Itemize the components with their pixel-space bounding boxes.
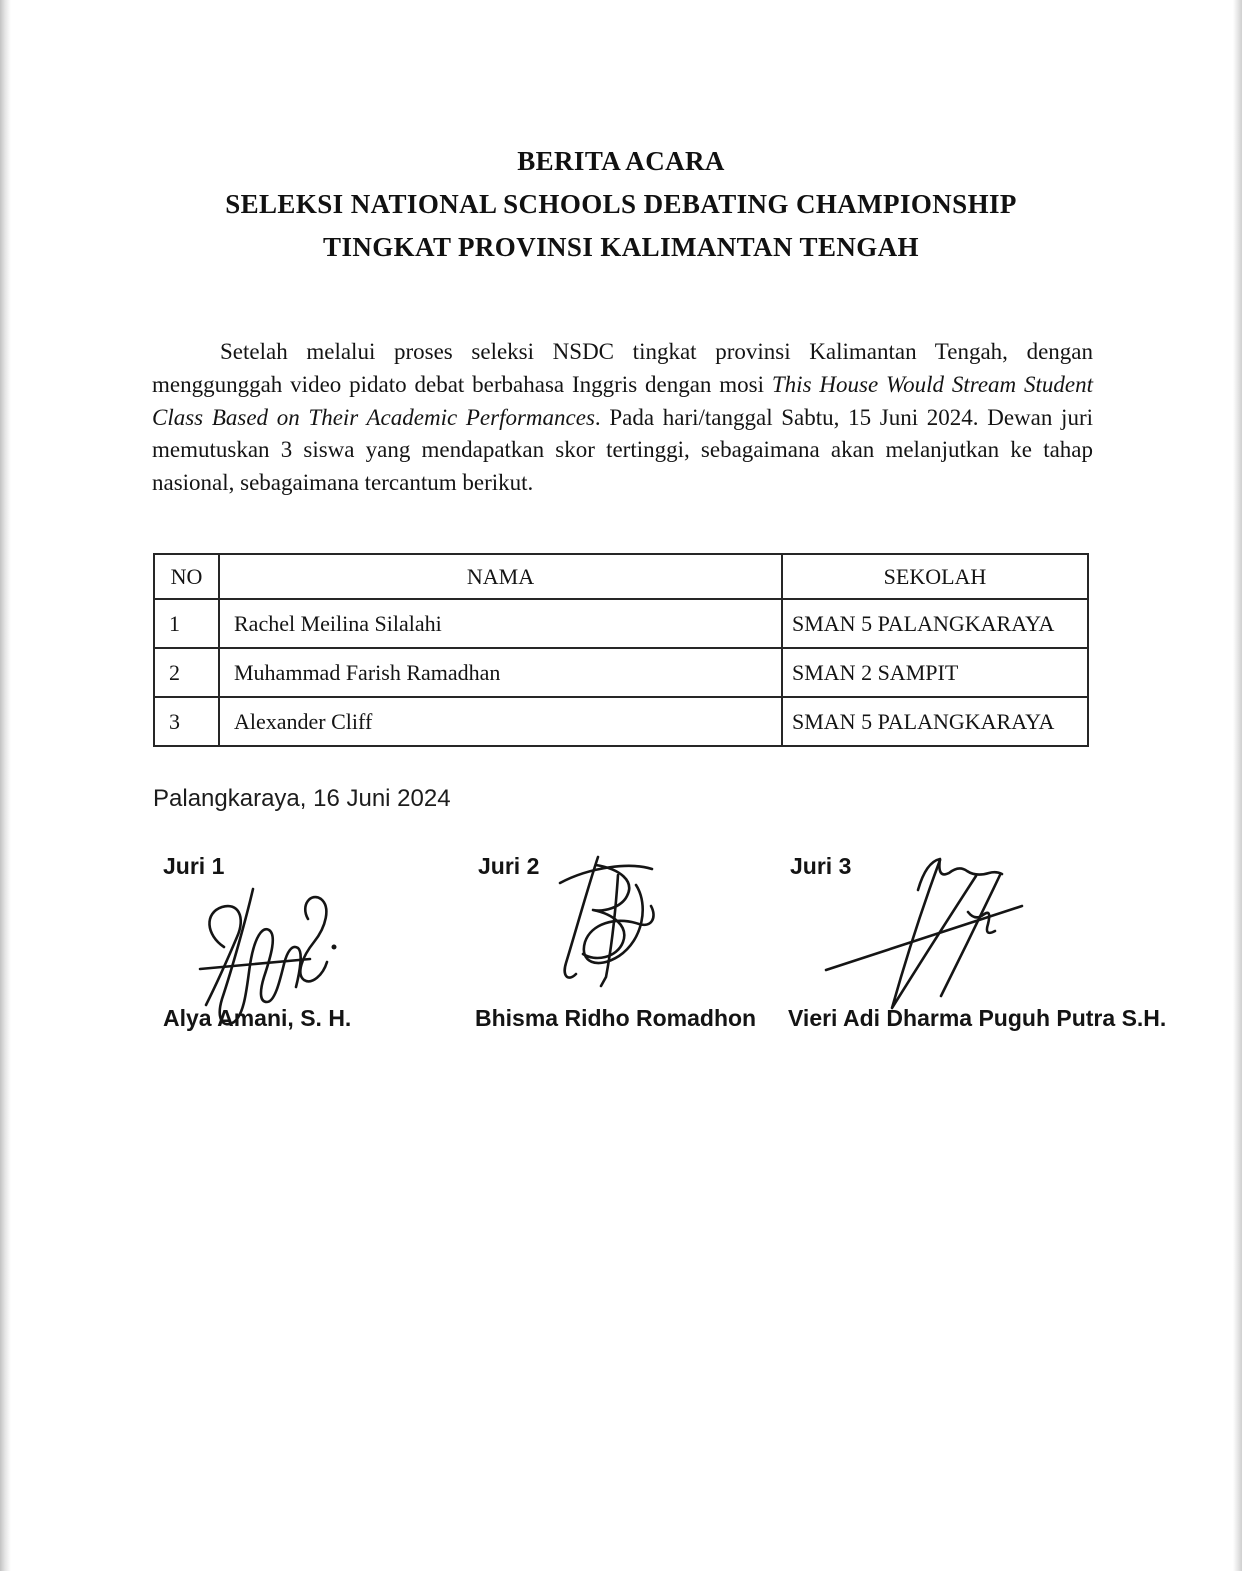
table-row bbox=[154, 648, 1088, 697]
cell-sekolah: SMAN 5 PALANGKARAYA bbox=[782, 697, 1088, 746]
cell-no: 2 bbox=[154, 648, 219, 697]
intro-paragraph bbox=[152, 336, 1093, 500]
cell-no: 1 bbox=[154, 599, 219, 648]
cell-no: 3 bbox=[154, 697, 219, 746]
cell-nama: Rachel Meilina Silalahi bbox=[219, 599, 782, 648]
header-nama: NAMA bbox=[219, 554, 782, 599]
juri-1-name: Alya Amani, S. H. bbox=[163, 1005, 352, 1031]
cell-nama: Muhammad Farish Ramadhan bbox=[219, 648, 782, 697]
place-date: Palangkaraya, 16 Juni 2024 bbox=[153, 785, 451, 812]
header-sekolah: SEKOLAH bbox=[782, 554, 1088, 599]
paragraph-text-before-motion: Setelah melalui proses seleksi NSDC tingkat provinsi Kalimantan Tengah, dengan menggunggah video pidato debat berbahasa Inggris dengan mosi bbox=[152, 339, 1093, 397]
table-row bbox=[154, 697, 1088, 746]
cell-sekolah: SMAN 2 SAMPIT bbox=[782, 648, 1088, 697]
document-title bbox=[0, 140, 1242, 269]
cell-sekolah: SMAN 5 PALANGKARAYA bbox=[782, 599, 1088, 648]
header-no: NO bbox=[154, 554, 219, 599]
juri-3-label: Juri 3 bbox=[790, 853, 852, 879]
results-table bbox=[153, 553, 1089, 747]
signature-juri-3-icon bbox=[818, 848, 1030, 1016]
juri-2-name: Bhisma Ridho Romadhon bbox=[475, 1005, 757, 1031]
table-header-row bbox=[154, 554, 1088, 599]
signature-juri-2-icon bbox=[538, 843, 673, 993]
title-line-3: TINGKAT PROVINSI KALIMANTAN TENGAH bbox=[323, 232, 919, 262]
table-row bbox=[154, 599, 1088, 648]
juri-2-label: Juri 2 bbox=[478, 853, 540, 879]
juri-1-label: Juri 1 bbox=[163, 853, 225, 879]
paragraph-text-after-motion: . Pada hari/tanggal Sabtu, 15 Juni 2024. Dewan juri memutuskan 3 siswa yang mendapatkan skor tertinggi, sebagaimana akan melanjutkan ke tahap nasional, sebagaimana tercantum berikut. bbox=[152, 404, 1093, 496]
title-line-2: SELEKSI NATIONAL SCHOOLS DEBATING CHAMPIONSHIP bbox=[225, 189, 1017, 219]
motion-title: This House Would Stream Student Class Based on Their Academic Performances bbox=[152, 371, 1093, 430]
cell-nama: Alexander Cliff bbox=[219, 697, 782, 746]
juri-3-name: Vieri Adi Dharma Puguh Putra S.H. bbox=[788, 1005, 1167, 1031]
title-line-1: BERITA ACARA bbox=[517, 146, 725, 176]
